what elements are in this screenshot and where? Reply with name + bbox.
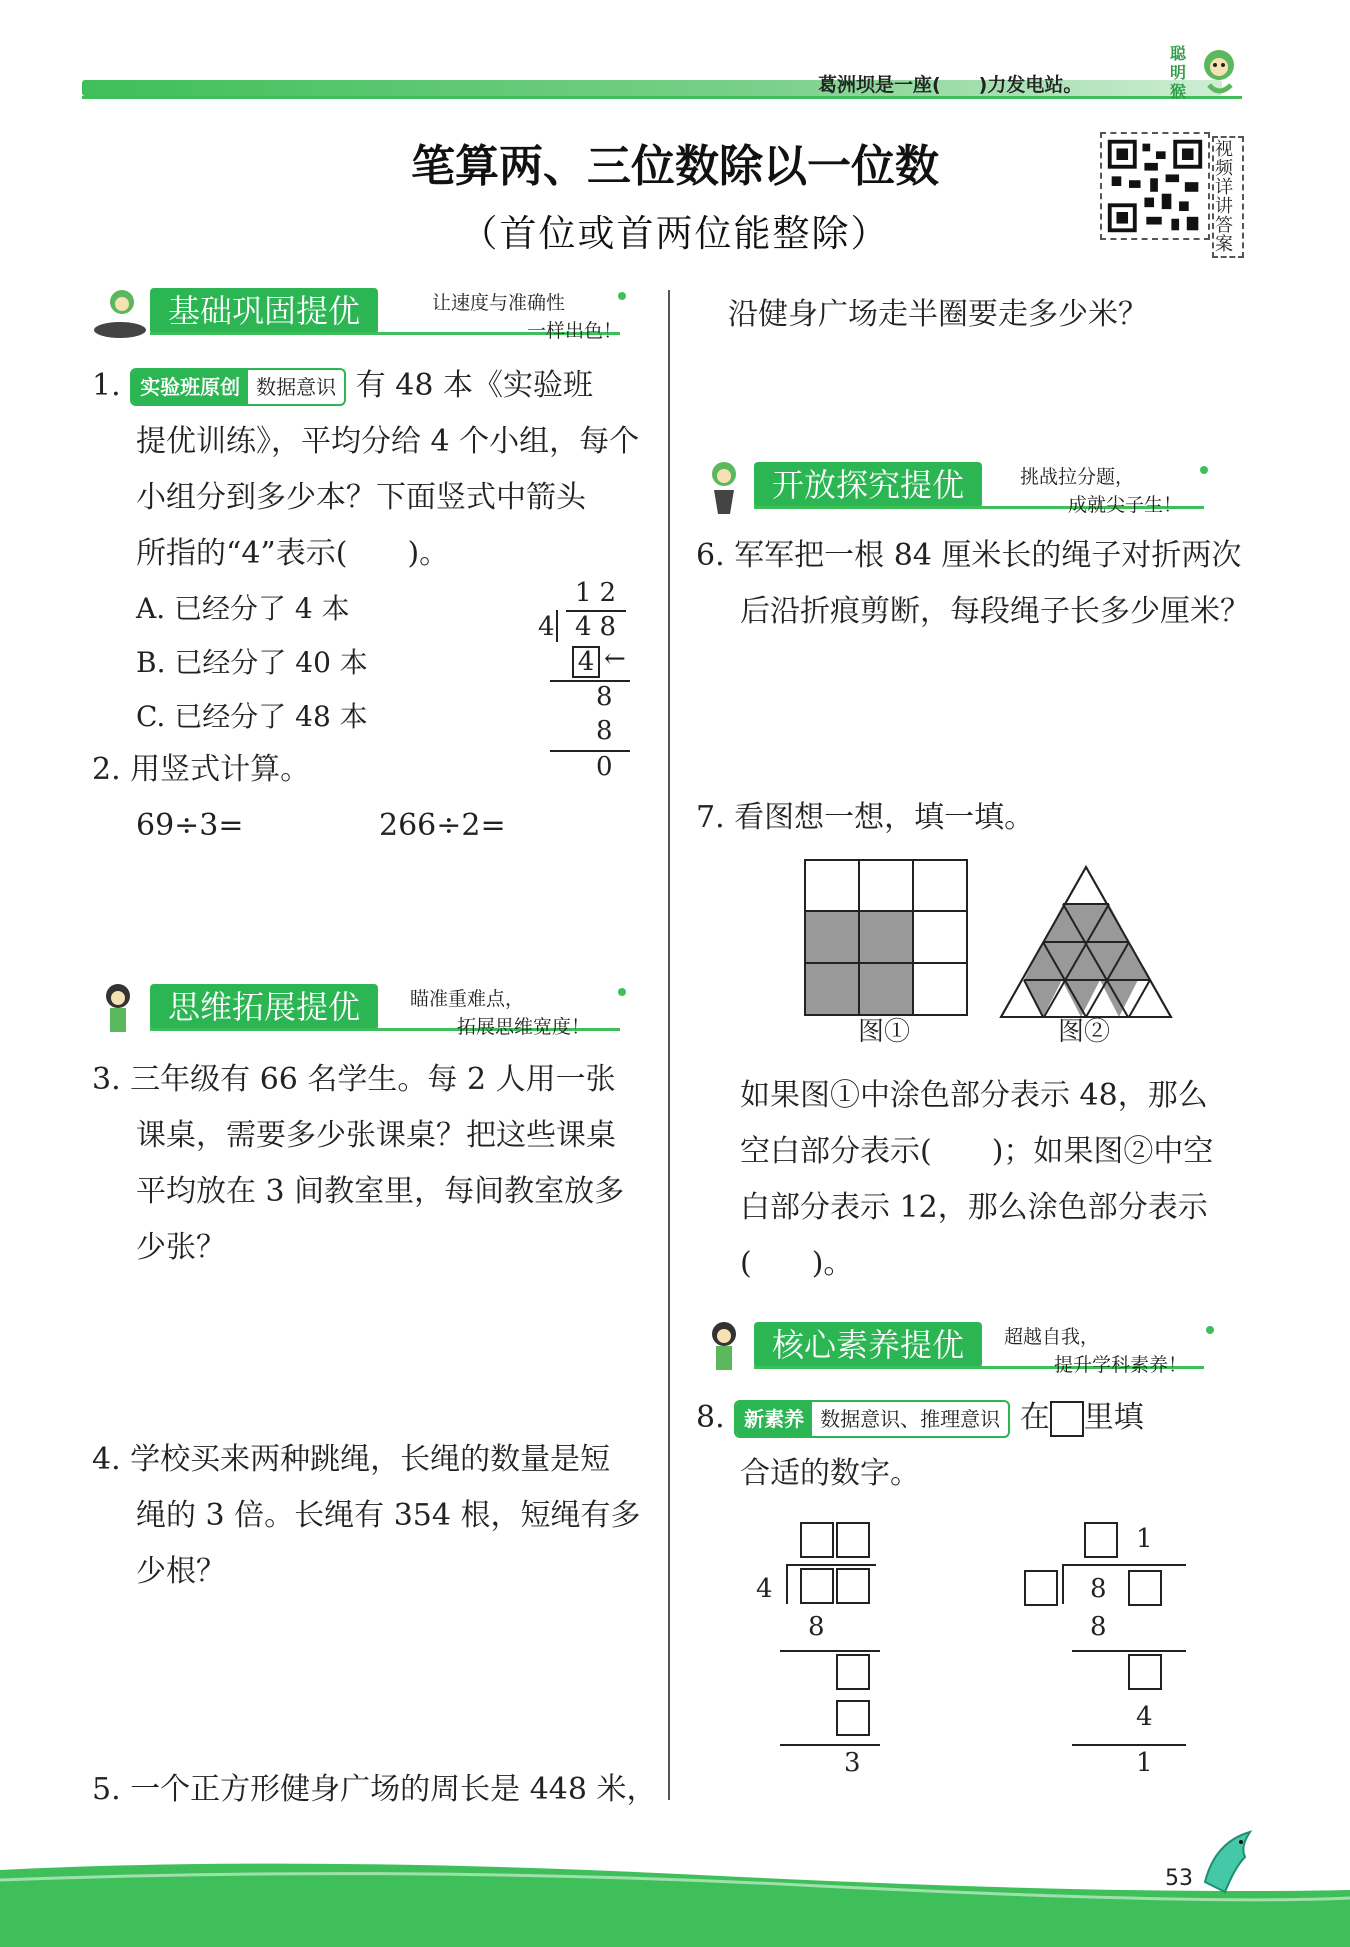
question-5 bbox=[92, 1762, 662, 1818]
monkey-mascot-icon bbox=[696, 456, 754, 516]
division-step: 8 bbox=[596, 682, 613, 712]
question-text: 平均放在 3 间教室里，每间教室放多 bbox=[136, 1174, 625, 1209]
question-7 bbox=[696, 790, 1256, 846]
question-text: 里填 bbox=[1083, 1400, 1144, 1435]
division-puzzle-b bbox=[1020, 1520, 1200, 1790]
monkey-mascot-icon bbox=[696, 1316, 754, 1376]
monkey-mascot-icon bbox=[92, 282, 150, 342]
question-text: 白部分表示 12，那么涂色部分表示 bbox=[740, 1190, 1208, 1225]
answer-box[interactable] bbox=[836, 1522, 870, 1558]
section-tagline-1: 让速度与准确性 bbox=[432, 292, 566, 314]
answer-box[interactable] bbox=[1024, 1570, 1058, 1606]
question-4 bbox=[92, 1432, 662, 1600]
answer-box[interactable] bbox=[836, 1654, 870, 1690]
quotient: 12 bbox=[575, 578, 625, 608]
question-text: 有 48 本《实验班 bbox=[355, 368, 593, 403]
dividend: 48 bbox=[575, 612, 625, 642]
question-text: 三年级有 66 名学生。每 2 人用一张 bbox=[130, 1062, 616, 1097]
question-text: ( )。 bbox=[740, 1246, 854, 1281]
answer-box[interactable] bbox=[836, 1700, 870, 1736]
question-number: 1. bbox=[92, 368, 121, 403]
question-number: 7. bbox=[696, 800, 725, 835]
question-text: 看图想一想，填一填。 bbox=[734, 800, 1035, 835]
section-label: 核心素养提优 bbox=[754, 1322, 982, 1368]
question-text: 一个正方形健身广场的周长是 448 米， bbox=[130, 1772, 657, 1807]
division-step: 4 bbox=[1136, 1702, 1153, 1732]
division-line bbox=[1072, 1650, 1186, 1652]
division-bar bbox=[1062, 1564, 1186, 1566]
figure-1-grid bbox=[800, 855, 970, 1020]
header-slogan: 葛洲坝是一座( )力发电站。 bbox=[818, 74, 1083, 96]
section-tagline-2: 一样出色！ bbox=[527, 320, 623, 342]
section-thinking bbox=[92, 984, 652, 1036]
division-step: 8 bbox=[596, 716, 613, 746]
answer-box[interactable] bbox=[836, 1568, 870, 1604]
dividend-digit: 8 bbox=[1090, 1574, 1107, 1604]
section-label: 开放探究提优 bbox=[754, 462, 982, 508]
question-text: 少张？ bbox=[136, 1230, 226, 1265]
section-dot bbox=[1200, 466, 1208, 474]
division-puzzle-a bbox=[750, 1520, 910, 1790]
question-number: 8. bbox=[696, 1400, 725, 1435]
division-bar bbox=[786, 1564, 876, 1566]
question-text: 军军把一根 84 厘米长的绳子对折两次 bbox=[734, 538, 1242, 573]
figure-2-caption: 图② bbox=[1058, 1017, 1111, 1047]
question-number: 5. bbox=[92, 1772, 121, 1807]
page-number: 53 bbox=[1165, 1866, 1193, 1891]
section-label: 基础巩固提优 bbox=[150, 288, 378, 334]
question-7-fill bbox=[740, 1068, 1260, 1292]
qr-caption: 视频详讲答案 bbox=[1212, 136, 1244, 258]
qr-code-icon[interactable] bbox=[1100, 132, 1210, 240]
question-text: 合适的数字。 bbox=[740, 1456, 920, 1491]
footer-wave bbox=[0, 1850, 1350, 1947]
brand-name: 聪明猴 bbox=[1170, 44, 1187, 101]
question-2 bbox=[92, 742, 662, 854]
badge-tag: 实验班原创 bbox=[132, 370, 248, 404]
answer-box bbox=[1050, 1401, 1084, 1437]
question-6 bbox=[696, 528, 1256, 640]
answer-box[interactable] bbox=[1084, 1522, 1118, 1558]
answer-box[interactable] bbox=[800, 1568, 834, 1604]
question-8 bbox=[696, 1390, 1256, 1502]
question-text: 提优训练》，平均分给 4 个小组，每个 bbox=[136, 424, 640, 459]
answer-box[interactable] bbox=[800, 1522, 834, 1558]
page-subtitle: （首位或首两位能整除） bbox=[460, 212, 890, 255]
question-text: 用竖式计算。 bbox=[130, 752, 311, 787]
question-text: 小组分到多少本？下面竖式中箭头 bbox=[136, 480, 586, 515]
badge-tag: 新素养 bbox=[736, 1402, 812, 1436]
section-dot bbox=[1206, 1326, 1214, 1334]
section-core bbox=[696, 1322, 1236, 1374]
badge-topic: 数据意识、推理意识 bbox=[820, 1407, 1001, 1431]
section-tagline-2: 成就尖子生！ bbox=[1068, 494, 1183, 516]
expression-2: 266÷2= bbox=[379, 808, 506, 843]
monkey-mascot-icon bbox=[92, 978, 150, 1038]
division-remainder: 3 bbox=[844, 1748, 861, 1778]
figure-2-triangle bbox=[995, 862, 1177, 1022]
question-text: 沿健身广场走半圈要走多少米？ bbox=[728, 297, 1148, 332]
dolphin-icon bbox=[1195, 1822, 1265, 1902]
answer-box[interactable] bbox=[1128, 1654, 1162, 1690]
question-3 bbox=[92, 1052, 662, 1276]
division-bracket bbox=[556, 610, 574, 642]
expression-1: 69÷3= bbox=[136, 808, 244, 843]
question-text: 课桌，需要多少张课桌？把这些课桌 bbox=[136, 1118, 616, 1153]
division-bracket bbox=[1062, 1564, 1064, 1604]
answer-box[interactable] bbox=[1128, 1570, 1162, 1606]
question-text: 后沿折痕剪断，每段绳子长多少厘米？ bbox=[740, 594, 1250, 629]
badge-new-literacy bbox=[734, 1400, 1010, 1438]
divisor: 4 bbox=[756, 1574, 773, 1604]
question-text: 空白部分表示( )；如果图②中空 bbox=[740, 1134, 1214, 1169]
question-number: 4. bbox=[92, 1442, 121, 1477]
question-text: 绳的 3 倍。长绳有 354 根，短绳有多 bbox=[136, 1498, 641, 1533]
option-a[interactable]: A. 已经分了 4 本 bbox=[136, 592, 350, 625]
division-step: 8 bbox=[808, 1612, 825, 1642]
question-text: 如果图①中涂色部分表示 48，那么 bbox=[740, 1078, 1208, 1113]
question-number: 2. bbox=[92, 752, 121, 787]
section-tagline-1: 超越自我， bbox=[1004, 1326, 1100, 1348]
question-number: 6. bbox=[696, 538, 725, 573]
monkey-logo-icon bbox=[1195, 45, 1243, 100]
division-remainder: 0 bbox=[596, 752, 613, 782]
division-step: 8 bbox=[1090, 1612, 1107, 1642]
figure-1-caption: 图① bbox=[858, 1017, 911, 1047]
section-tagline-2: 提升学科素养！ bbox=[1054, 1354, 1188, 1376]
option-c[interactable]: C. 已经分了 48 本 bbox=[136, 700, 368, 733]
section-label: 思维拓展提优 bbox=[150, 984, 378, 1030]
division-remainder: 1 bbox=[1136, 1748, 1153, 1778]
section-explore bbox=[696, 462, 1236, 514]
badge-topic: 数据意识 bbox=[256, 375, 337, 399]
question-number: 3. bbox=[92, 1062, 121, 1097]
division-line bbox=[550, 680, 630, 682]
division-line bbox=[780, 1744, 880, 1746]
question-text: 所指的“4”表示( )。 bbox=[136, 536, 450, 571]
question-text: 学校买来两种跳绳，长绳的数量是短 bbox=[130, 1442, 611, 1477]
section-dot bbox=[618, 988, 626, 996]
quotient-digit: 1 bbox=[1136, 1524, 1153, 1554]
section-tagline-1: 瞄准重难点， bbox=[410, 988, 525, 1010]
section-basic bbox=[92, 288, 652, 340]
section-dot bbox=[618, 292, 626, 300]
division-line bbox=[780, 1650, 880, 1652]
divisor: 4 bbox=[538, 612, 555, 642]
option-b[interactable]: B. 已经分了 40 本 bbox=[136, 646, 368, 679]
page-title: 笔算两、三位数除以一位数 bbox=[411, 141, 939, 192]
arrow-left-icon: ← bbox=[604, 644, 626, 674]
badge-original bbox=[130, 368, 346, 406]
division-bracket bbox=[786, 1564, 788, 1604]
division-line bbox=[1072, 1744, 1186, 1746]
section-tagline-1: 挑战拉分题， bbox=[1020, 466, 1135, 488]
question-text: 在 bbox=[1019, 1400, 1050, 1435]
boxed-four: 4 bbox=[572, 646, 600, 678]
section-tagline-2: 拓展思维宽度！ bbox=[457, 1016, 591, 1038]
column-divider bbox=[668, 290, 670, 1800]
question-text: 少根？ bbox=[136, 1554, 226, 1589]
